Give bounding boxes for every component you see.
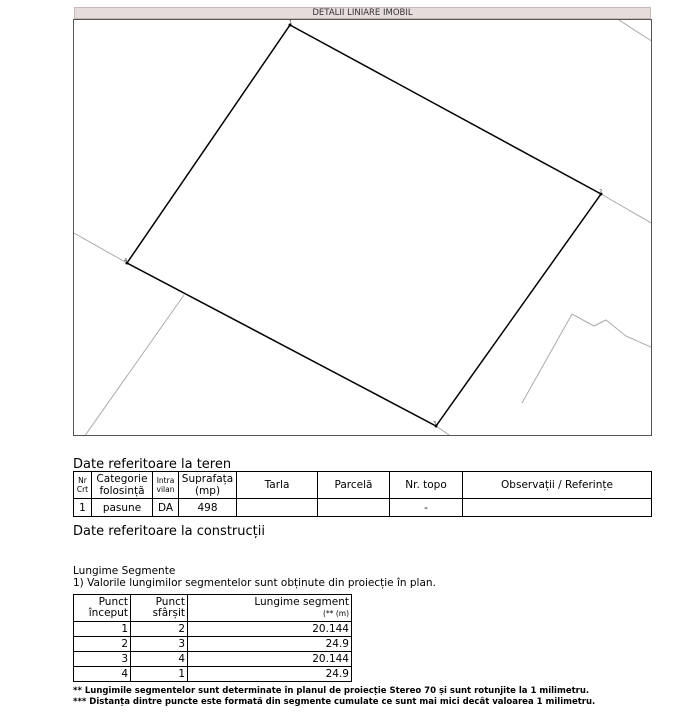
table-row [74, 637, 352, 652]
neighbor-building [522, 314, 652, 403]
table-row [74, 622, 352, 637]
header-lungime-label: Lungime segment [254, 596, 349, 608]
header-nr-crt: Nr Crt [74, 472, 92, 499]
header-punct-sfarsit: Punct sfârșit [131, 595, 188, 622]
header-intravilan: Intra vilan [153, 472, 179, 499]
header-tarla: Tarla [237, 472, 318, 499]
cell-nr-crt: 1 [74, 499, 92, 517]
constructii-section-title: Date referitoare la construcții [73, 524, 265, 539]
teren-table [73, 471, 652, 517]
cell-length: 20.144 [188, 622, 352, 637]
parcel-drawing [74, 20, 652, 436]
footnote-rounding: ** Lungimile segmentelor sunt determinate în planul de proiecție Stereo 70 și sunt rotunjite la 1 milimetru. [73, 686, 590, 696]
cell-nr-topo: - [390, 499, 463, 517]
cell-tarla [237, 499, 318, 517]
segmente-title: Lungime Segmente [73, 565, 176, 577]
neighbor-line [619, 20, 652, 42]
segmente-header-row [74, 595, 352, 622]
cell-start: 1 [74, 622, 131, 637]
cell-end: 2 [131, 622, 188, 637]
segmente-table [73, 594, 352, 682]
neighbor-line [74, 233, 127, 263]
header-punct-inceput: Punct început [74, 595, 131, 622]
header-observatii: Observații / Referințe [463, 472, 652, 499]
cell-intravilan: DA [153, 499, 179, 517]
cell-parcela [318, 499, 390, 517]
teren-section-title: Date referitoare la teren [73, 457, 232, 472]
header-categorie: Categorie folosință [92, 472, 153, 499]
teren-header-row [74, 472, 652, 499]
neighbor-line [84, 295, 184, 436]
header-nr-topo: Nr. topo [390, 472, 463, 499]
vertex-label-3: 3 [433, 421, 437, 427]
header-lungime-unit: (** (m) [323, 609, 349, 618]
cell-length: 20.144 [188, 652, 352, 667]
cell-length: 24.9 [188, 667, 352, 682]
teren-data-row [74, 499, 652, 517]
header-suprafata: Suprafața (mp) [179, 472, 237, 499]
cell-start: 2 [74, 637, 131, 652]
cell-length: 24.9 [188, 637, 352, 652]
cell-end: 3 [131, 637, 188, 652]
table-row [74, 667, 352, 682]
vertex-label-1: 1 [289, 20, 293, 26]
parcel-boundary [127, 25, 601, 426]
footnote-distance: *** Distanța dintre puncte este formată din segmente cumulate ce sunt mai mici decât valoarea 1 milimetru. [73, 697, 596, 707]
cell-observatii [463, 499, 652, 517]
cell-start: 4 [74, 667, 131, 682]
plan-banner: DETALII LINIARE IMOBIL [74, 7, 651, 19]
cell-end: 1 [131, 667, 188, 682]
cell-start: 3 [74, 652, 131, 667]
cell-suprafata: 498 [179, 499, 237, 517]
neighbor-line [601, 194, 652, 224]
table-row [74, 652, 352, 667]
header-parcela: Parcelă [318, 472, 390, 499]
cell-end: 4 [131, 652, 188, 667]
header-lungime [188, 595, 352, 622]
vertex-label-2: 2 [599, 189, 603, 195]
parcel-plan [73, 19, 652, 436]
cell-categorie: pasune [92, 499, 153, 517]
segmente-note: 1) Valorile lungimilor segmentelor sunt obținute din proiecție în plan. [73, 577, 436, 589]
vertex-label-4: 4 [124, 258, 128, 264]
neighbor-line [436, 426, 452, 436]
